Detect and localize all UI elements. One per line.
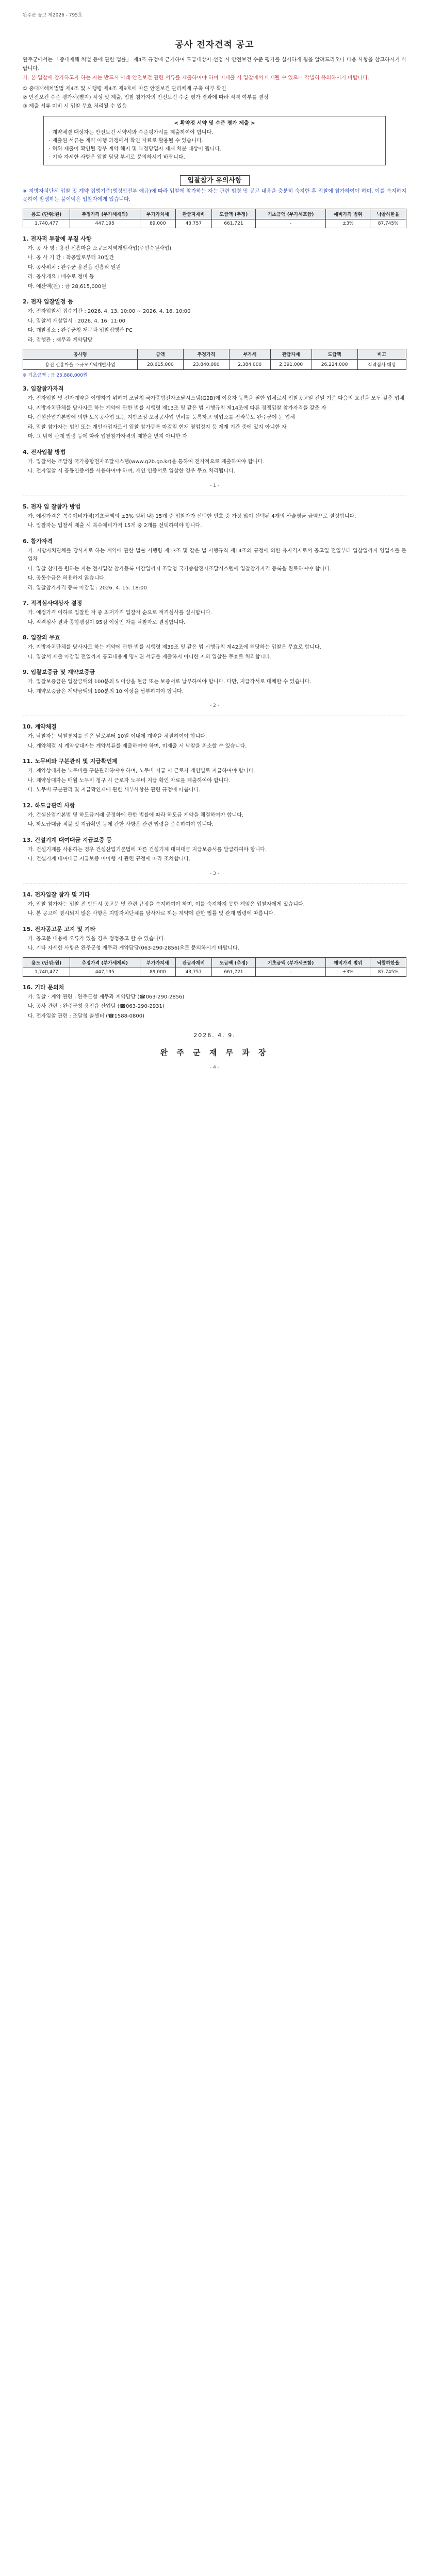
section-heading: 2. 전자 입찰일정 등 [23,298,73,305]
table-cell: 87.745% [370,968,406,976]
table-header: 도급액 (추정) [211,209,256,219]
section-item: 가. 예정가격은 복수예비가격(기초금액의 ±3% 범위 내) 15개 중 입찰자가 선택한 번호 중 가장 많이 선택된 4개의 산술평균 금액으로 결정합니다. [28,513,356,519]
section-item: 마. 그 밖에 관계 법령 등에 따라 입찰참가자격의 제한을 받지 아니한 자 [28,434,187,439]
pledge-line: · 기타 자세한 사항은 입찰 담당 부서로 문의하시기 바랍니다. [49,154,185,160]
table-row [23,968,406,976]
table-cell: 87.745% [370,219,406,228]
section-item: 다. 건설산업기본법에 의한 토목공사업 또는 지반조성·포장공사업 면허를 등록하고 영업소를 전라북도 완주군에 둔 업체 [28,415,295,420]
section-item: 가. 입찰보증금은 입찰금액의 100분의 5 이상을 현금 또는 보증서로 납부하여야 합니다. 다만, 지급각서로 대체할 수 있습니다. [28,679,312,685]
table-cell: 43,757 [176,219,212,228]
section-item: 라. 공사개요 : 배수로 정비 등 [28,274,94,280]
table-header: 기초금액 (부가세포함) [256,957,326,968]
section-item: 라. 입찰 참가자는 법인 또는 개인사업자로서 입찰 참가등록 마감일 현재 영업정지 등 제재 기간 중에 있지 아니한 자 [28,424,287,430]
section-heading: 12. 하도급관리 사항 [23,802,75,809]
section-item: 나. 건설기계 대여대금 지급보증 미이행 시 관련 규정에 따라 조치합니다. [28,856,191,862]
table-cell: 2,384,000 [229,360,270,370]
section-item: 나. 입찰자는 입찰서 제출 시 복수예비가격 15개 중 2개를 선택하여야 합니다. [28,523,202,529]
section-item: 가. 낙찰자는 낙찰통지를 받은 날로부터 10일 이내에 계약을 체결하여야 합니다. [28,734,207,739]
table-cell: - [256,219,326,228]
table-row [23,360,406,370]
section-item: 가. 입찰 · 계약 관련 : 완주군청 재무과 계약담당 (☎063-290-2856) [28,994,185,1000]
section-item: 가. 공고문 내용에 오류가 있을 경우 정정공고 할 수 있습니다. [28,936,166,942]
pledge-line: · 제출된 서류는 계약 이행 과정에서 확인 자료로 활용될 수 있습니다. [49,138,203,144]
section-heading: 4. 전자입찰 방법 [23,448,66,455]
table-header: 예비가격 범위 [325,209,370,219]
table-cell: 89,000 [140,968,176,976]
section-item: 다. 전자입찰 관련 : 조달청 콜센터 (☎1588-0800) [28,1013,144,1019]
section-item: 나. 공사 관련 : 완주군청 용진읍 산업팀 (☎063-290-2931) [28,1004,165,1009]
section-heading: 8. 입찰의 무효 [23,634,60,641]
table-header: 낙찰하한율 [370,209,406,219]
table-header: 추정가격 [183,349,229,360]
section-item: 나. 입찰서 제출 마감일 전일까지 공고내용에 명시된 서류를 제출하지 아니한 자의 입찰은 무효로 처리합니다. [28,654,272,660]
table-header: 추정가격 (부가세제외) [70,209,140,219]
note-list [23,85,406,111]
section-item: 가. 전자입찰서 접수기간 : 2026. 4. 13. 10:00 ~ 2026. 4. 16. 10:00 [28,309,191,314]
section-heading: 7. 적격심사대상자 결정 [23,600,83,606]
document-page [0,0,426,1070]
section-item: 나. 적격심사 결과 종합평점이 95점 이상인 자를 낙찰자로 결정합니다. [28,619,186,625]
note-item: ③ 제출 서류 미비 시 입찰 무효 처리될 수 있음 [23,103,127,109]
table-header: 도급액 [312,349,357,360]
page-number: - 3 - [210,871,219,876]
table-header: 낙찰하한율 [370,957,406,968]
section-item: 가. 지방자치단체를 당사자로 하는 계약에 관한 법률 시행령 제39조 및 같은 법 시행규칙 제42조에 해당하는 입찰은 무효로 합니다. [28,645,321,650]
table-header: 금액 [137,349,183,360]
table-cell: 28,615,000 [137,360,183,370]
section-item: 가. 공 사 명 : 용진 신흥마을 소규모지역개발사업(주민숙원사업) [28,245,172,251]
summary-table [23,209,406,228]
section-item: 가. 예정가격 이하로 입찰한 자 중 최저가격 입찰자 순으로 적격심사를 실시합니다. [28,610,212,616]
table-cell: 447,195 [70,968,140,976]
table-cell: 1,740,477 [23,968,70,976]
detail-table [23,349,406,370]
section-item: 나. 입찰 참가를 원하는 자는 전자입찰 참가등록 마감일까지 조달청 국가종합전자조달시스템에 입찰참가자격 등록을 완료하여야 합니다. [28,566,332,572]
table-header: 예비가격 범위 [325,957,370,968]
table-header: 추정가격 (부가세제외) [70,957,140,968]
table-header: 부가가치세 [140,957,176,968]
budget-note: ※ 기초금액 : 금 25,880,000원 [23,373,88,378]
table-header: 공사명 [23,349,138,360]
section-item: 가. 입찰 참가자는 입찰 전 반드시 공고문 및 관련 규정을 숙지하여야 하며, 이를 숙지하지 못한 책임은 입찰자에게 있습니다. [28,901,305,907]
table-cell: 447,195 [70,219,140,228]
table-cell: 1,740,477 [23,219,70,228]
table-cell: 용진 신흥마을 소규모지역개발사업 [23,360,138,370]
table-header: 관급자재비 [176,209,212,219]
section-item: 라. 입찰참가자격 등록 마감일 : 2026. 4. 15. 18:00 [28,585,147,591]
pledge-box [43,116,386,165]
table-header: 도급액 (추정) [211,957,256,968]
section-item: 나. 하도급대금 직불 및 지급확인 등에 관한 사항은 관련 법령을 준수하여야 합니다. [28,822,214,827]
page-title: 공사 전자견적 공고 [175,40,254,50]
note-item: ② 안전보건 수준 평가서(별지) 작성 및 제출, 입찰 참가자의 안전보건 수준 평가 결과에 따라 적격 여부를 결정 [23,94,269,100]
section-item: 나. 계약보증금은 계약금액의 100분의 10 이상을 납부하여야 합니다. [28,688,184,694]
table-cell: 2,391,000 [270,360,312,370]
page-number: - 1 - [210,483,219,488]
table-header: 비고 [357,349,406,360]
section-item: 나. 입찰서 개찰일시 : 2026. 4. 16. 11:00 [28,318,125,324]
section-item: 가. 건설산업기본법 및 하도급거래 공정화에 관한 법률에 따라 하도급 계약을 체결하여야 합니다. [28,812,244,818]
section-heading: 11. 노무비와 구분관리 및 지급확인제 [23,758,118,765]
intro-warning: 가. 본 입찰에 참가하고자 하는 자는 반드시 아래 안전보건 관련 서류를 제출하여야 하며 미제출 시 입찰에서 배제될 수 있으니 각별히 유의하시기 바랍니다. [23,75,370,81]
section-item: 가. 입찰서는 조달청 국가종합전자조달시스템(www.g2b.go.kr)을 통하여 전자적으로 제출하여야 합니다. [28,459,265,465]
section-item: 다. 개찰장소 : 완주군청 재무과 입찰집행관 PC [28,328,133,333]
pledge-box-heading: < 확약정 서약 및 수준 평가 제출 > [174,120,255,126]
table-cell: ±3% [325,219,370,228]
section-item: 가. 건설기계를 사용하는 경우 건설산업기본법에 따른 건설기계 대여대금 지급보증서를 발급하여야 합니다. [28,846,267,853]
section-item: 마. 예산액(원) : 금 28,615,000원 [28,283,106,290]
section-item: 나. 본 공고에 명시되지 않은 사항은 지방자치단체를 당사자로 하는 계약에 관한 법률 및 관계 법령에 따릅니다. [28,911,275,917]
intro-paragraph [23,56,406,83]
section-item: 다. 공동수급은 허용하지 않습니다. [28,575,106,581]
table-header: 부가가치세 [140,209,176,219]
section-heading: 10. 계약체결 [23,723,57,730]
section-heading: 14. 전자입찰 참가 및 기타 [23,891,90,898]
table-header: 용도 (단위:원) [23,957,70,968]
notice-section-title [23,175,406,184]
table-cell: 661,721 [211,219,256,228]
document-number: 완주군 공고 제2026 - 795호 [23,13,83,18]
section-item: 나. 계약상대자는 매월 노무비 청구 시 근로자 노무비 지급 확인 자료를 제출하여야 합니다. [28,777,231,784]
section-item: 다. 공사위치 : 완주군 용진읍 신흥리 일원 [28,264,121,270]
section-item: 다. 노무비 구분관리 및 지급확인제에 관한 세부사항은 관련 규정에 따릅니다. [28,787,201,793]
final-table [23,957,406,977]
section-heading: 15. 전자공고문 고지 및 기타 [23,925,96,933]
section-heading: 3. 입찰참가자격 [23,385,64,392]
section-item: 가. 전자입찰 및 전자계약을 이행하기 위하여 조달청 국가종합전자조달시스템(G2B)에 이용자 등록을 필한 업체로서 입찰공고일 전일 기준 다음의 요건을 모두 갖춘 업체 [28,396,404,401]
section-heading: 5. 전자 입 찰참가 방법 [23,503,81,510]
pledge-line: · 계약체결 대상자는 안전보건 서약서와 수준평가서를 제출하여야 합니다. [49,129,214,135]
table-cell: 89,000 [140,219,176,228]
section-heading: 6. 참가자격 [23,537,53,545]
table-cell: 26,224,000 [312,360,357,370]
table-cell: 43,757 [176,968,212,976]
page-number: - 4 - [210,1065,219,1070]
table-row [23,219,406,228]
section-item: 나. 계약체결 시 계약상대자는 계약서류를 제출하여야 하며, 미제출 시 낙찰을 취소할 수 있습니다. [28,743,247,749]
section-item: 라. 집행관 : 재무과 계약담당 [28,337,93,343]
section-item: 나. 전자입찰 시 공동인증서를 사용하여야 하며, 개인 인증서로 입찰한 경우 무효 처리됩니다. [28,468,235,474]
table-cell: - [256,968,326,976]
table-header: 용도 (단위:원) [23,209,70,219]
table-header: 관급자재 [270,349,312,360]
table-cell: 23,840,000 [183,360,229,370]
section-heading: 16. 기타 문의처 [23,984,64,991]
table-header: 관급자재비 [176,957,212,968]
notice-text: ※ 지방자치단체 입찰 및 계약 집행기준(행정안전부 예규)에 따라 입찰에 참가하는 자는 관련 법령 및 공고 내용을 충분히 숙지한 후 입찰에 참가하여야 하며, 이를 숙지하지 못하여 발생하는 불이익은 입찰자에게 있습니다. [23,188,406,202]
table-cell: ±3% [325,968,370,976]
section-item: 나. 공 사 기 간 : 착공일로부터 30일간 [28,255,114,261]
issuer-signature: 완 주 군 재 무 과 장 [160,1048,269,1057]
section-heading: 9. 입찰보증금 및 계약보증금 [23,669,95,675]
note-item: ① 중대재해처벌법 제4조 및 시행령 제4조 제9호에 따른 안전보건 관리체계 구축 여부 확인 [23,86,226,92]
table-cell: 661,721 [211,968,256,976]
section-item: 나. 지방자치단체를 당사자로 하는 계약에 관한 법률 시행령 제13조 및 같은 법 시행규칙 제14조에 따른 경쟁입찰 참가자격을 갖춘 자 [28,405,326,411]
notice-section-label: 입찰참가 유의사항 [180,175,250,186]
intro-line: 완주군에서는 「중대재해 처벌 등에 관한 법률」 제4조 규정에 근거하여 도급대상자 선정 시 안전보건 수준 평가를 실시하게 됨을 알려드리오니 다음 사항을 참고하시기 바랍니다. [23,57,406,72]
page-number: - 2 - [210,703,219,708]
table-cell: 적격심사 대상 [357,360,406,370]
issue-date: 2026. 4. 9. [193,1032,236,1039]
section-item: 가. 지방자치단체를 당사자로 하는 계약에 관한 법률 시행령 제13조 및 같은 법 시행규칙 제14조의 규정에 의한 유자격자로서 공고일 전일부터 입찰일까지 영업소를 둔 업체 [28,548,406,562]
table-header: 부가세 [229,349,270,360]
section-heading: 13. 건설기계 대여대금 지급보증 등 [23,836,112,843]
table-header: 기초금액 (부가세포함) [256,209,326,219]
section-heading: 1. 전자적 투찰에 부칠 사항 [23,235,92,242]
section-item: 나. 기타 자세한 사항은 완주군청 재무과 계약담당(063-290-2856)으로 문의하시기 바랍니다. [28,945,239,951]
pledge-line: · 허위 제출이 확인될 경우 계약 해지 및 부정당업자 제재 처분 대상이 됩니다. [49,146,222,152]
section-item: 가. 계약상대자는 노무비를 구분관리하여야 하며, 노무비 지급 시 근로자 개인별로 지급하여야 합니다. [28,768,255,774]
